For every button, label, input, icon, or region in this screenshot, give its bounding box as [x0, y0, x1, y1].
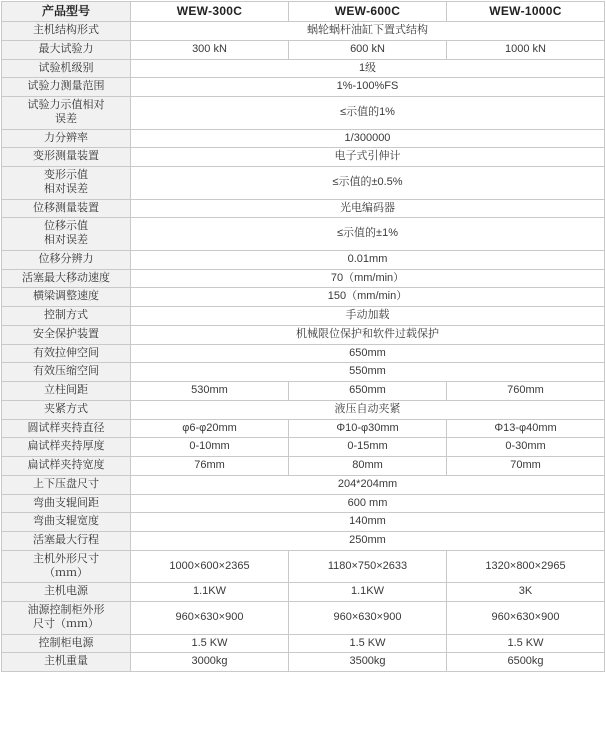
row-value: 140mm [131, 513, 605, 532]
row-label: 试验力示值相对 误差 [2, 97, 131, 130]
row-value: 1180×750×2633 [289, 550, 447, 583]
row-label: 圆试样夹持直径 [2, 419, 131, 438]
row-value: 3K [447, 583, 605, 602]
table-row [2, 363, 605, 382]
row-value: 960×630×900 [131, 602, 289, 635]
header-model-cell-1: WEW-300C [131, 2, 289, 22]
table-row [2, 438, 605, 457]
table-row [2, 494, 605, 513]
row-value: 液压自动夹紧 [131, 400, 605, 419]
table-row [2, 218, 605, 251]
row-value: 760mm [447, 382, 605, 401]
table-row [2, 78, 605, 97]
table-row [2, 325, 605, 344]
row-value: 600 kN [289, 40, 447, 59]
row-value: 1000 kN [447, 40, 605, 59]
row-value: 3000kg [131, 653, 289, 672]
row-label: 有效压缩空间 [2, 363, 131, 382]
row-label: 扁试样夹持宽度 [2, 457, 131, 476]
table-row [2, 634, 605, 653]
header-model-cell-2: WEW-600C [289, 2, 447, 22]
row-value: 530mm [131, 382, 289, 401]
table-header-row [2, 2, 605, 22]
row-label: 主机外形尺寸 （ｍｍ） [2, 550, 131, 583]
row-value: 960×630×900 [289, 602, 447, 635]
table-row [2, 40, 605, 59]
row-label: 控制柜电源 [2, 634, 131, 653]
table-row [2, 419, 605, 438]
row-value: 1000×600×2365 [131, 550, 289, 583]
row-value: 0-15mm [289, 438, 447, 457]
row-label: 弯曲支辊宽度 [2, 513, 131, 532]
table-row [2, 550, 605, 583]
table-row [2, 344, 605, 363]
table-row [2, 129, 605, 148]
table-row [2, 59, 605, 78]
row-value: 电子式引伸计 [131, 148, 605, 167]
row-value: ≤示值的±0.5% [131, 167, 605, 200]
row-label: 控制方式 [2, 307, 131, 326]
row-value: 150（mm/min） [131, 288, 605, 307]
row-value: 1.1KW [131, 583, 289, 602]
row-label: 变形测量装置 [2, 148, 131, 167]
row-value: 1.5 KW [131, 634, 289, 653]
specifications-table [1, 1, 605, 672]
row-label: 夹紧方式 [2, 400, 131, 419]
row-value: Φ13-φ40mm [447, 419, 605, 438]
table-row [2, 513, 605, 532]
row-label: 主机重量 [2, 653, 131, 672]
row-value: 76mm [131, 457, 289, 476]
table-row [2, 457, 605, 476]
row-label: 弯曲支辊间距 [2, 494, 131, 513]
table-row [2, 583, 605, 602]
row-value: ≤示值的1% [131, 97, 605, 130]
row-label: 扁试样夹持厚度 [2, 438, 131, 457]
header-label-cell: 产品型号 [2, 2, 131, 22]
row-value: 650mm [289, 382, 447, 401]
row-value: 1%-100%FS [131, 78, 605, 97]
table-row [2, 269, 605, 288]
row-value: 250mm [131, 532, 605, 551]
row-value: 6500kg [447, 653, 605, 672]
table-row [2, 167, 605, 200]
row-value: 600 mm [131, 494, 605, 513]
row-label: 主机电源 [2, 583, 131, 602]
row-label: 油源控制柜外形 尺寸（ｍｍ） [2, 602, 131, 635]
row-label: 活塞最大移动速度 [2, 269, 131, 288]
row-label: 力分辨率 [2, 129, 131, 148]
row-value: 70（mm/min） [131, 269, 605, 288]
table-row [2, 400, 605, 419]
row-value: 1.5 KW [289, 634, 447, 653]
row-value: ≤示值的±1% [131, 218, 605, 251]
row-label: 试验力测量范围 [2, 78, 131, 97]
row-value: 1.1KW [289, 583, 447, 602]
row-value: 650mm [131, 344, 605, 363]
row-value: 光电编码器 [131, 199, 605, 218]
table-row [2, 199, 605, 218]
table-row [2, 475, 605, 494]
table-row [2, 148, 605, 167]
row-value: φ6-φ20mm [131, 419, 289, 438]
row-label: 活塞最大行程 [2, 532, 131, 551]
table-row [2, 532, 605, 551]
row-value: 蜗轮蜗杆油缸下置式结构 [131, 22, 605, 41]
row-value: 0-30mm [447, 438, 605, 457]
row-value: 1.5 KW [447, 634, 605, 653]
table-row [2, 602, 605, 635]
row-value: 1/300000 [131, 129, 605, 148]
table-body [2, 2, 605, 672]
table-row [2, 307, 605, 326]
table-row [2, 382, 605, 401]
row-value: 手动加载 [131, 307, 605, 326]
row-label: 主机结构形式 [2, 22, 131, 41]
row-label: 试验机级别 [2, 59, 131, 78]
table-row [2, 653, 605, 672]
row-value: 0.01mm [131, 250, 605, 269]
row-value: 1320×800×2965 [447, 550, 605, 583]
row-value: 70mm [447, 457, 605, 476]
row-label: 安全保护装置 [2, 325, 131, 344]
table-row [2, 22, 605, 41]
row-label: 位移示值 相对误差 [2, 218, 131, 251]
row-value: 204*204mm [131, 475, 605, 494]
row-label: 立柱间距 [2, 382, 131, 401]
row-label: 横梁调整速度 [2, 288, 131, 307]
row-value: 550mm [131, 363, 605, 382]
row-value: 1级 [131, 59, 605, 78]
table-row [2, 288, 605, 307]
row-value: 80mm [289, 457, 447, 476]
row-value: 3500kg [289, 653, 447, 672]
row-label: 位移测量装置 [2, 199, 131, 218]
row-value: 机械限位保护和软件过载保护 [131, 325, 605, 344]
row-value: 960×630×900 [447, 602, 605, 635]
header-model-cell-3: WEW-1000C [447, 2, 605, 22]
row-value: 0-10mm [131, 438, 289, 457]
table-row [2, 97, 605, 130]
row-value: Φ10-φ30mm [289, 419, 447, 438]
row-label: 有效拉伸空间 [2, 344, 131, 363]
table-row [2, 250, 605, 269]
row-label: 位移分辨力 [2, 250, 131, 269]
row-value: 300 kN [131, 40, 289, 59]
row-label: 上下压盘尺寸 [2, 475, 131, 494]
row-label: 最大试验力 [2, 40, 131, 59]
row-label: 变形示值 相对误差 [2, 167, 131, 200]
